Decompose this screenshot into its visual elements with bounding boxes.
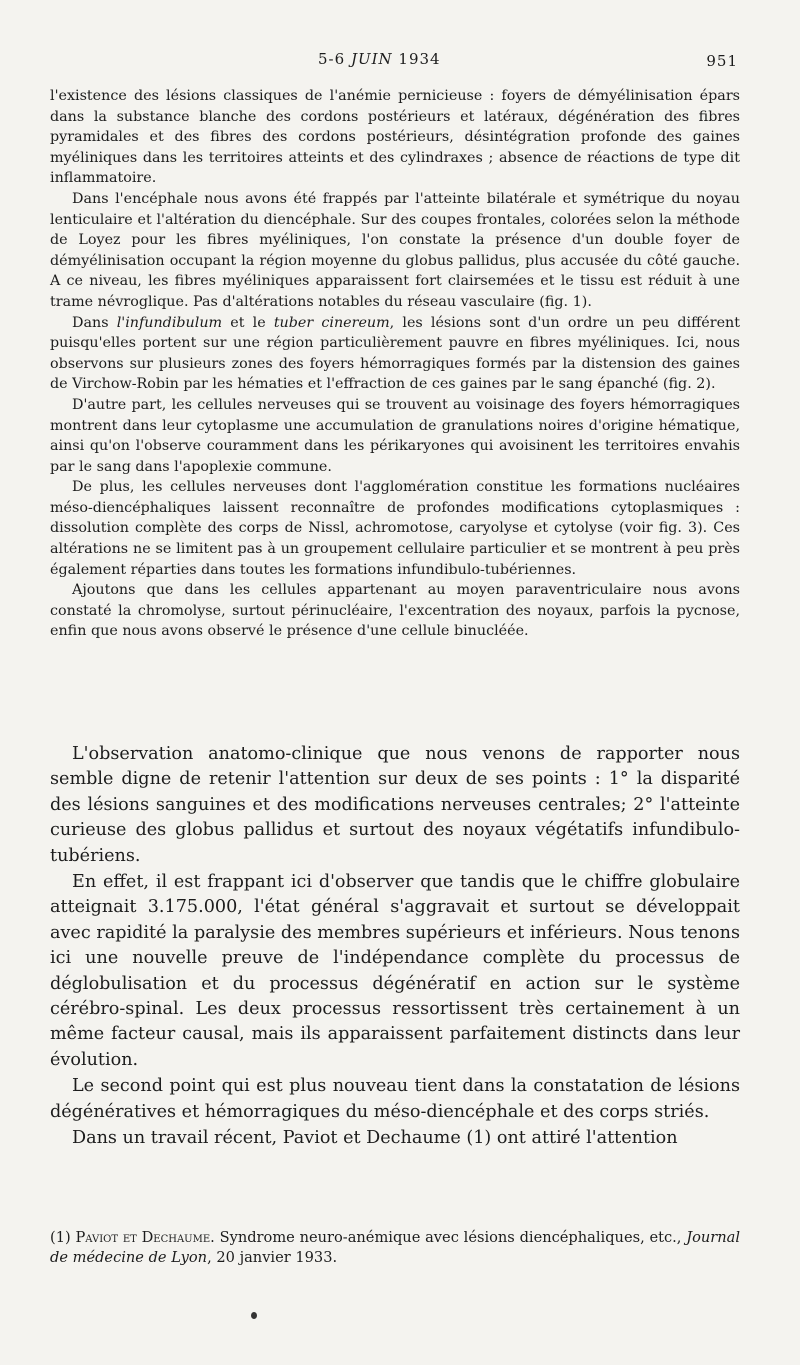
- paragraph: Dans l'infundibulum et le tuber cinereum, les lésions sont d'un ordre un peu différent puisqu'elles portent sur une région particulièrement pauvre en fibres myéliniques. Ici, nous observons sur plusieurs zones des foyers hémorragiques formés par la distension des gaines de Virchow-Robin par les hématies et l'effraction de ces gaines par le sang épanché (fig. 2).: [50, 314, 740, 393]
- paragraph: Ajoutons que dans les cellules appartenant au moyen paraventriculaire nous avons constaté la chromolyse, surtout périnucléaire, l'excentration des noyaux, parfois la pycnose, enfin que nous avons observé le présence d'une cellule binucléée.: [50, 582, 740, 640]
- paragraph: Dans l'encéphale nous avons été frappés par l'atteinte bilatérale et symétrique du noyau lenticulaire et l'altération du diencéphale. Sur des coupes frontales, colorées selon la méthode de Loyez pour les fibres myéliniques, l'on constate la présence d'un double foyer de démyélinisation occupant la région moyenne du globus pallidus, plus accusée du côté gauche. A ce niveau, les fibres myéliniques apparaissent fort clairsemées et le tissu est réduit à une trame névroglique. Pas d'altérations notables du réseau vasculaire (fig. 1).: [50, 190, 740, 310]
- footnote: (1) Paviot et Dechaume. Syndrome neuro-anémique avec lésions diencéphaliques, etc., Journal de médecine de Lyon, 20 janvier 1933.: [50, 1229, 741, 1266]
- paragraph: L'observation anatomo-clinique que nous venons de rapporter nous semble digne de retenir l'attention sur deux de ses points : 1° la disparité des lésions sanguines et des modifications nerveuses centrales; 2° l'atteinte curieuse des globus pallidus et surtout des noyaux végétatifs infundibulo-tubériens.: [50, 744, 740, 866]
- paragraph: De plus, les cellules nerveuses dont l'agglomération constitue les formations nucléaires méso-diencéphaliques laissent reconnaître de profondes modifications cytoplasmiques : dissolution complète des corps de Nissl, achromotose, caryolyse et cytolyse (voir fig. 3). Ces altérations ne se limitent pas à un groupement cellulaire particulier et se montrent à peu près également réparties dans toutes les formations infundibulo-tubériennes.: [50, 479, 740, 578]
- paragraph: l'existence des lésions classiques de l'anémie pernicieuse : foyers de démyélinisation épars dans la substance blanche des cordons postérieurs et latéraux, dégénération des fibres pyramidales et des fibres des cordons postérieurs, désintégration profonde des gaines myéliniques dans les territoires atteints et des cylindraxes ; absence de réactions de type dit inflammatoire.: [50, 88, 740, 187]
- paragraph: D'autre part, les cellules nerveuses qui se trouvent au voisinage des foyers hémorragiques montrent dans leur cytoplasme une accumulation de granulations noires d'origine hématique, ainsi qu'on l'observe couramment dans les périkaryones qui avoisinent les territoires envahis par le sang dans l'apoplexie commune.: [50, 396, 740, 475]
- paragraph: En effet, il est frappant ici d'observer que tandis que le chiffre globulaire atteignait 3.175.000, l'état général s'aggravait et surtout se développait avec rapidité la paralysie des membres supérieurs et inférieurs. Nous tenons ici une nouvelle preuve de l'indépendance complète du processus de déglobulisation et du processus dégénératif en action sur le système cérébro-spinal. Les deux processus ressortissent très certainement à un même facteur causal, mais ils apparaissent parfaitement distincts dans leur évolution.: [50, 872, 740, 1070]
- issue-date: 5-6 JUIN 1934: [318, 50, 441, 68]
- journal-title: Journal de médecine de Lyon: [50, 1229, 741, 1266]
- paragraph: Dans un travail récent, Paviot et Dechaume (1) ont attiré l'attention: [72, 1128, 678, 1149]
- discussion-text: [50, 742, 740, 1152]
- footnote-authors: Paviot et Dechaume: [75, 1229, 211, 1246]
- ink-speck: [251, 1312, 257, 1319]
- case-findings-text: [50, 86, 740, 642]
- paragraph: Le second point qui est plus nouveau tient dans la constatation de lésions dégénératives et hémorragiques du méso-diencéphale et des corps striés.: [50, 1076, 740, 1122]
- page-number: 951: [706, 52, 738, 70]
- running-head: [0, 50, 800, 72]
- footnote-marker: (1): [50, 1229, 76, 1246]
